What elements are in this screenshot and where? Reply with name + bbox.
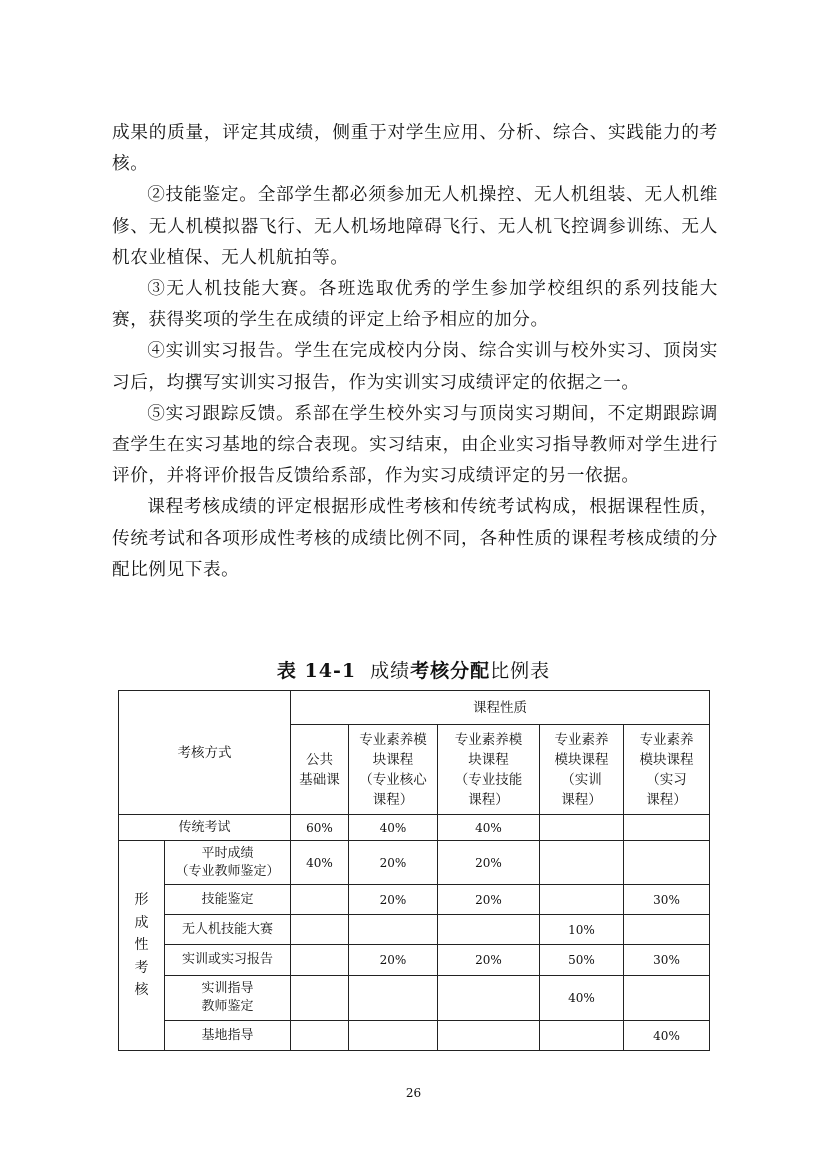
table-cell: 40% (624, 1021, 710, 1051)
table-row (119, 885, 710, 915)
course-type-skill: 专业素养模 块课程 （专业技能 课程） (438, 725, 540, 815)
paragraph-grade-composition: 课程考核成绩的评定根据形成性考核和传统考试构成，根据课程性质，传统考试和各项形成性考核的成绩比例不同，各种性质的课程考核成绩的分配比例见下表。 (112, 497, 718, 580)
table-cell: 20% (438, 945, 540, 976)
row-label-base-guidance: 基地指导 (165, 1021, 291, 1051)
course-nature-header: 课程性质 (291, 691, 710, 725)
paragraph-skill-contest: ③无人机技能大赛。各班选取优秀的学生参加学校组织的系列技能大赛，获得奖项的学生在成绩的评定上给予相应的加分。 (112, 279, 718, 331)
table-row (119, 945, 710, 976)
table-cell: 30% (624, 885, 710, 915)
table-cell: 30% (624, 945, 710, 976)
table-cell (540, 885, 624, 915)
table-cell: 20% (349, 841, 438, 885)
table-cell (349, 976, 438, 1021)
paragraph-internship-feedback: ⑤实习跟踪反馈。系部在学生校外实习与顶岗实习期间，不定期跟踪调查学生在实习基地的综合表现。实习结束，由企业实习指导教师对学生进行评价，并将评价报告反馈给系部，作为实习成绩评定的另一依据。 (112, 403, 718, 487)
table-cell: 50% (540, 945, 624, 976)
table-cell (624, 915, 710, 945)
page-number: 26 (405, 1086, 422, 1100)
table-row (119, 1021, 710, 1051)
row-label-instructor-assessment: 实训指导 教师鉴定 (165, 976, 291, 1021)
table-number: 表 14-1 (276, 660, 357, 682)
table-caption (0, 656, 827, 683)
table-cell (349, 1021, 438, 1051)
method-header: 考核方式 (119, 691, 291, 815)
paragraph-continued: 成果的质量，评定其成绩，侧重于对学生应用、分析、综合、实践能力的考核。 (112, 123, 718, 175)
table-cell: 40% (349, 815, 438, 841)
table-cell (624, 815, 710, 841)
table-cell (291, 885, 349, 915)
grade-ratio-table (118, 690, 710, 1051)
table-cell (540, 815, 624, 841)
table-cell: 60% (291, 815, 349, 841)
row-label-daily-grade: 平时成绩 （专业教师鉴定） (165, 841, 291, 885)
table-cell (540, 841, 624, 885)
course-type-internship: 专业素养 模块课程 （实习 课程） (624, 725, 710, 815)
table-cell (438, 976, 540, 1021)
formative-assessment-label: 形 成 性 考 核 (119, 841, 165, 1051)
table-title-pre: 成绩 (370, 660, 411, 682)
table-cell (291, 945, 349, 976)
table-title-post: 比例表 (490, 660, 551, 682)
table-cell: 40% (291, 841, 349, 885)
row-label-training-report: 实训或实习报告 (165, 945, 291, 976)
table-row (119, 841, 710, 885)
course-type-public-basic: 公共 基础课 (291, 725, 349, 815)
paragraph-internship-report: ④实训实习报告。学生在完成校内分岗、综合实训与校外实习、顶岗实习后，均撰写实训实习报告，作为实训实习成绩评定的依据之一。 (112, 341, 718, 393)
table-cell: 20% (438, 841, 540, 885)
table-cell (291, 1021, 349, 1051)
table-row (119, 815, 710, 841)
table-cell: 20% (349, 945, 438, 976)
table-cell (291, 915, 349, 945)
table-cell (624, 976, 710, 1021)
table-row (119, 976, 710, 1021)
course-type-core: 专业素养模 块课程 （专业核心 课程） (349, 725, 438, 815)
table-cell: 40% (540, 976, 624, 1021)
course-type-training: 专业素养 模块课程 （实训 课程） (540, 725, 624, 815)
table-title (370, 660, 550, 682)
table-cell: 40% (438, 815, 540, 841)
table-title-bold: 考核分配 (410, 660, 491, 682)
table-cell (438, 915, 540, 945)
table-cell: 20% (438, 885, 540, 915)
table-cell (291, 976, 349, 1021)
row-label-traditional-exam: 传统考试 (119, 815, 291, 841)
row-label-skill-assessment: 技能鉴定 (165, 885, 291, 915)
table-cell (438, 1021, 540, 1051)
table-cell (540, 1021, 624, 1051)
table-cell: 20% (349, 885, 438, 915)
table-cell (624, 841, 710, 885)
header-row-1 (119, 691, 710, 725)
table-row (119, 915, 710, 945)
row-label-drone-contest: 无人机技能大赛 (165, 915, 291, 945)
paragraph-skill-assessment: ②技能鉴定。全部学生都必须参加无人机操控、无人机组装、无人机维修、无人机模拟器飞行、无人机场地障碍飞行、无人机飞控调参训练、无人机农业植保、无人机航拍等。 (112, 185, 718, 268)
table-cell: 10% (540, 915, 624, 945)
body-text (112, 118, 718, 586)
table-cell (349, 915, 438, 945)
